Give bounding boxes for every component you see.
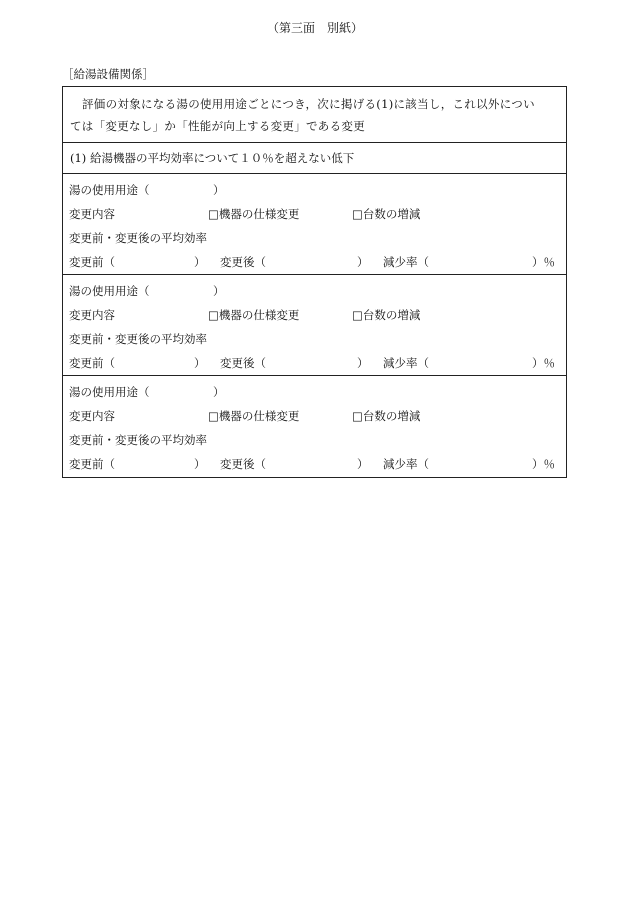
reduce-label: 減少率（ <box>383 457 429 471</box>
before-label: 変更前（ <box>69 457 115 471</box>
change-label: 変更内容 <box>69 207 115 221</box>
usage-input[interactable]: ） <box>213 183 225 197</box>
page-title: （第三面 別紙） <box>266 21 363 35</box>
form-table <box>62 86 567 478</box>
usage-input[interactable]: ） <box>213 385 225 399</box>
usage-block-1 <box>63 174 566 275</box>
after-label: 変更後（ <box>220 255 266 269</box>
reduce-input[interactable]: ）％ <box>532 255 555 269</box>
spec-change-checkbox[interactable]: □機器の仕様変更 <box>208 308 300 322</box>
before-label: 変更前（ <box>69 255 115 269</box>
spec-change-checkbox[interactable]: □機器の仕様変更 <box>208 207 300 221</box>
usage-label: 湯の使用用途（ <box>69 183 150 197</box>
count-change-checkbox[interactable]: □台数の増減 <box>352 308 421 322</box>
after-input[interactable]: ） <box>357 457 369 471</box>
usage-label: 湯の使用用途（ <box>69 284 150 298</box>
efficiency-label: 変更前・変更後の平均効率 <box>69 433 207 447</box>
reduce-input[interactable]: ）％ <box>532 457 555 471</box>
spec-change-checkbox[interactable]: □機器の仕様変更 <box>208 409 300 423</box>
count-change-checkbox[interactable]: □台数の増減 <box>352 409 421 423</box>
usage-block-2 <box>63 275 566 376</box>
criterion-row: (1) 給湯機器の平均効率について１０％を超えない低下 <box>63 143 566 174</box>
after-label: 変更後（ <box>220 356 266 370</box>
after-input[interactable]: ） <box>357 356 369 370</box>
usage-block-3 <box>63 376 566 477</box>
before-input[interactable]: ） <box>194 457 206 471</box>
intro-text <box>63 87 566 143</box>
before-label: 変更前（ <box>69 356 115 370</box>
efficiency-label: 変更前・変更後の平均効率 <box>69 231 207 245</box>
usage-label: 湯の使用用途（ <box>69 385 150 399</box>
after-input[interactable]: ） <box>357 255 369 269</box>
intro-line-1: 評価の対象になる湯の使用用途ごとにつき，次に掲げる(1)に該当し，これ以外につい <box>82 97 535 111</box>
usage-input[interactable]: ） <box>213 284 225 298</box>
count-change-checkbox[interactable]: □台数の増減 <box>352 207 421 221</box>
change-label: 変更内容 <box>69 409 115 423</box>
intro-line-2: ては「変更なし」か「性能が向上する変更」である変更 <box>70 119 365 133</box>
efficiency-label: 変更前・変更後の平均効率 <box>69 332 207 346</box>
change-label: 変更内容 <box>69 308 115 322</box>
before-input[interactable]: ） <box>194 356 206 370</box>
reduce-input[interactable]: ）％ <box>532 356 555 370</box>
before-input[interactable]: ） <box>194 255 206 269</box>
after-label: 変更後（ <box>220 457 266 471</box>
reduce-label: 減少率（ <box>383 255 429 269</box>
reduce-label: 減少率（ <box>383 356 429 370</box>
section-label: ［給湯設備関係］ <box>62 67 154 81</box>
